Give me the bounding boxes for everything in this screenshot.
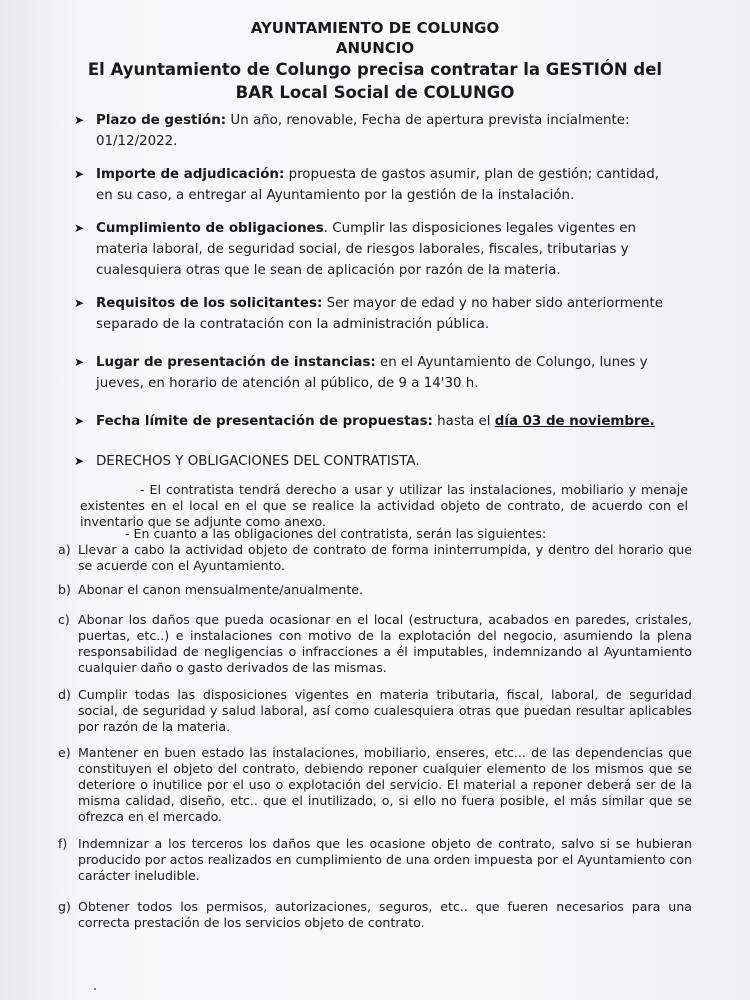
header-title-line1: El Ayuntamiento de Colungo precisa contratar la GESTIÓN del bbox=[87, 60, 663, 79]
page-mark bbox=[94, 988, 96, 990]
list-item: b) Abonar el canon mensualmente/anualmente. bbox=[58, 582, 364, 597]
paragraph-derechos: - El contratista tendrá derecho a usar y utilizar las instalaciones, mobiliario y menaje existentes en el local en el que se realice la actividad objeto de contrato, de acuerdo con el inventario que se adjunte como anexo. bbox=[80, 482, 688, 529]
arrow-bullet-icon: ➤ bbox=[74, 221, 85, 235]
list-item: c) Abonar los daños que pueda ocasionar en el local (estructura, acabados en paredes, cristales, puertas, etc..) e instalaciones con motivo de la explotación del negocio, asumiendo la plena responsabilidad de negligencias o infracciones a él imputables, indemnizando al Ayuntamiento cualquier daño o gasto derivados de las mismas. bbox=[58, 612, 692, 675]
bullet-cumplimiento: ➤ Cumplimiento de obligaciones. Cumplir las disposiciones legales vigentes en materia laboral, de seguridad social, de riesgos laborales, fiscales, tributarias y cualesquiera otras que le sean de aplicación por razón de la materia. bbox=[96, 218, 672, 281]
document-header bbox=[0, 18, 750, 104]
list-item: a) Llevar a cabo la actividad objeto de contrato de forma ininterrumpida, y dentro del horario que se acuerde con el Ayuntamiento. bbox=[58, 542, 692, 573]
header-title-line2: BAR Local Social de COLUNGO bbox=[235, 83, 515, 102]
arrow-bullet-icon: ➤ bbox=[74, 167, 85, 181]
bullet-lugar: ➤ Lugar de presentación de instancias: en el Ayuntamiento de Colungo, lunes y jueves, en horario de atención al público, de 9 a 14'30 h. bbox=[96, 352, 672, 394]
list-item: f) Indemnizar a los terceros los daños que les ocasione objeto de contrato, salvo si se hubieran producido por actos realizados en cumplimiento de una orden impuesta por el Ayuntamiento con carácter ineludible. bbox=[58, 836, 692, 883]
section-heading: DERECHOS Y OBLIGACIONES DEL CONTRATISTA. bbox=[96, 454, 420, 469]
arrow-bullet-icon: ➤ bbox=[74, 454, 85, 468]
arrow-bullet-icon: ➤ bbox=[74, 113, 85, 127]
arrow-bullet-icon: ➤ bbox=[74, 355, 85, 369]
list-item: d) Cumplir todas las disposiciones vigentes en materia tributaria, fiscal, laboral, de seguridad social, de seguridad y salud laboral, así como cualesquiera otras que puedan resultar aplicables por razón de la materia. bbox=[58, 687, 692, 734]
header-organization: AYUNTAMIENTO DE COLUNGO bbox=[250, 19, 500, 37]
bullet-importe: ➤ Importe de adjudicación: propuesta de gastos asumir, plan de gestión; cantidad, en su caso, a entregar al Ayuntamiento por la gestión de la instalación. bbox=[96, 164, 672, 206]
arrow-bullet-icon: ➤ bbox=[74, 296, 85, 310]
header-announcement: ANUNCIO bbox=[335, 39, 415, 57]
list-item: e) Mantener en buen estado las instalaciones, mobiliario, enseres, etc... de las dependencias que constituyen el objeto del contrato, debiendo reponer cualquier elemento de los mismos que se deteriore o inutilice por el uso o explotación del servicio. El material a reponer deberá ser de la misma calidad, diseño, etc.. que el inutilizado, o, si ello no fuera posible, el más similar que se ofrezca en el mercado. bbox=[58, 745, 692, 824]
arrow-bullet-icon: ➤ bbox=[74, 414, 85, 428]
bullet-requisitos: ➤ Requisitos de los solicitantes: Ser mayor de edad y no haber sido anteriormente separado de la contratación con la administración pública. bbox=[96, 293, 672, 335]
list-item: g) Obtener todos los permisos, autorizaciones, seguros, etc.. que fueren necesarios para una correcta prestación de los servicios objeto de contrato. bbox=[58, 899, 692, 930]
bullet-derechos bbox=[74, 451, 672, 472]
bullet-fecha-limite: ➤ Fecha límite de presentación de propuestas: hasta el día 03 de noviembre. bbox=[96, 411, 672, 432]
bullet-plazo: ➤ Plazo de gestión: Un año, renovable, Fecha de apertura prevista incialmente: 01/12/2022. bbox=[96, 110, 672, 152]
paragraph-obligaciones: - En cuanto a las obligaciones del contratista, serán las siguientes: bbox=[125, 526, 547, 541]
deadline-date: día 03 de noviembre. bbox=[494, 414, 655, 429]
